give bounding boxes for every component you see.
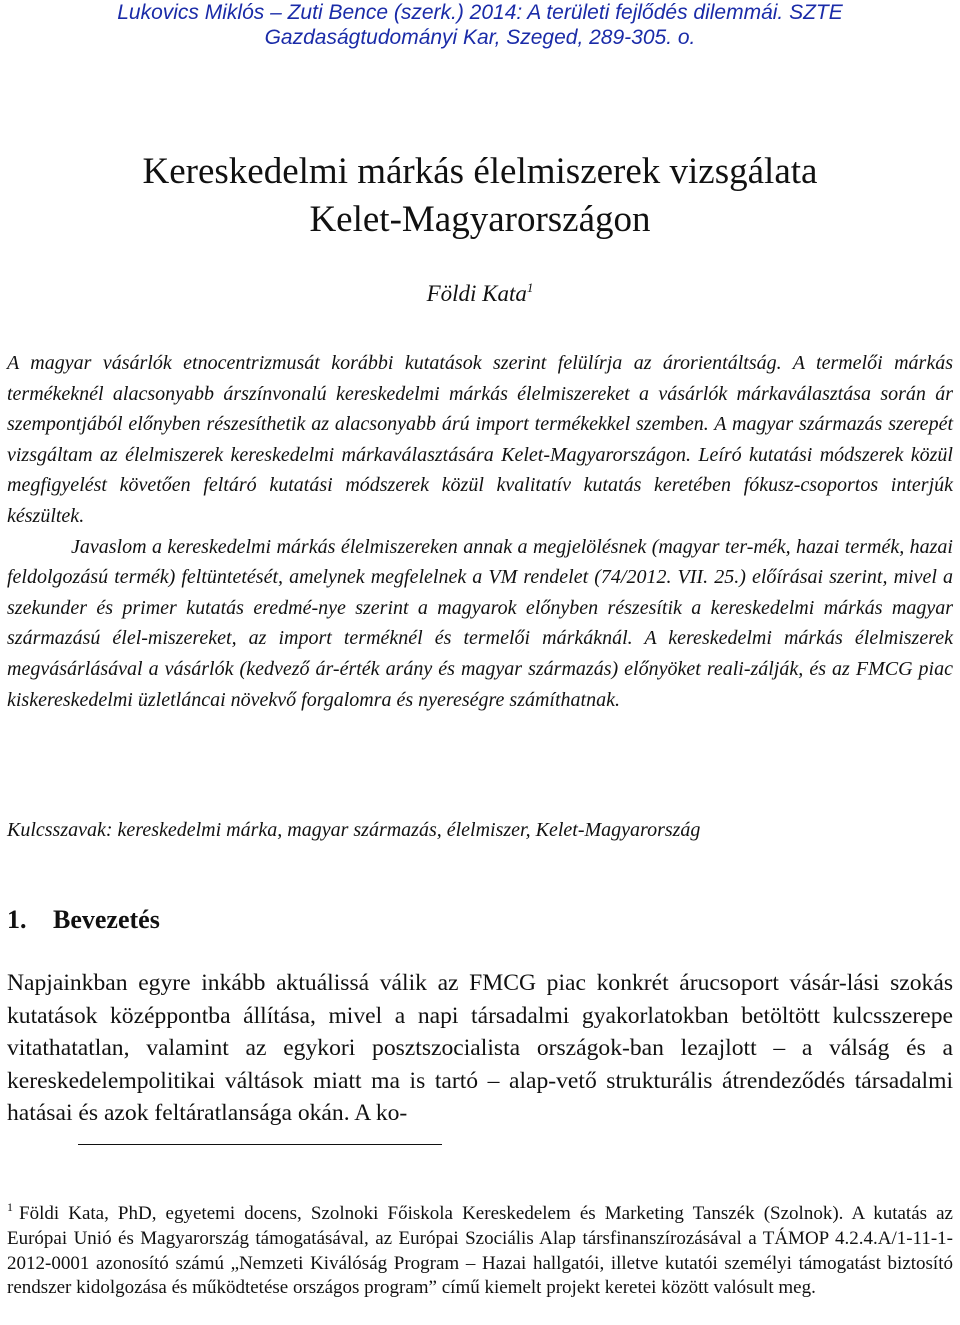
section-number: 1. [7,905,27,934]
keywords: Kulcsszavak: kereskedelmi márka, magyar származás, élelmiszer, Kelet-Magyarország [7,819,701,841]
footnote [7,1195,953,1301]
citation-line-2: Gazdaságtudományi Kar, Szeged, 289-305. o. [264,26,696,49]
footnote-text: Földi Kata, PhD, egyetemi docens, Szolnoki Főiskola Kereskedelem és Marketing Tanszék (Szolnok). A kutatás az Európai Unió és Magyarország támogatásával, az Európai Szociális Alap társfinanszírozásával a TÁMOP 4.2.4.A/1-11-1-2012-0001 azonosító számú „Nemzeti Kiválóság Program – Hazai hallgatói, illetve kutatói személyi támogatást biztosító rendszer kidolgozása és működtetése országos program” című kiemelt projekt keretei között valósult meg. [7,1203,953,1299]
abstract-paragraph-1: A magyar vásárlók etnocentrizmusát korábbi kutatások szerint felülírja az árorientáltság. A termelői márkás termékeknél alacsonyabb árszínvonalú kereskedelmi márkás élelmiszereket a vásárlók márkaválasztása során ár szempontjából előnyben részesíthetik az alacsonyabb árú import termékekkel szemben. A magyar származás szerepét vizsgáltam az élelmiszerek kereskedelmi márkaválasztására Kelet-Magyarországon. Leíró kutatási módszerek közül megfigyelést követően feltáró kutatási módszerek közül kvalitatív kutatás keretében fókusz-csoportos interjúk készültek. [7,352,953,527]
paper-title-line-2: Kelet-Magyarországon [309,199,651,240]
footnote-separator [78,1144,442,1145]
section-heading [7,903,160,937]
paper-title-line-1: Kereskedelmi márkás élelmiszerek vizsgálata [142,151,818,192]
paper-title [0,148,960,244]
body-paragraph-1: Napjainkban egyre inkább aktuálissá válik az FMCG piac konkrét árucsoport vásár-lási szokás kutatások középpontba állítása, mivel a napi társadalmi gyakorlatokban betöltött kulcsszerepe vitathatatlan, valamint az egykori posztszocialista országok-ban lezajlott – a válság és a kereskedelempolitikai váltások miatt ma is tartó – alap-vető strukturális átrendeződés társadalmi hatásai és azok feltáratlansága okán. A ko- [7,970,953,1127]
abstract [7,348,953,715]
abstract-paragraph-2: Javaslom a kereskedelmi márkás élelmiszereken annak a megjelölésnek (magyar ter-mék, hazai termék, hazai feldolgozású termék) feltüntetését, amelynek megfelelnek a VM rendelet (74/2012. VII. 25.) előírásai szerint, mivel a szekunder és primer kutatás eredmé-nye szerint a magyarok előnyben részesítik a kereskedelmi márkás magyar származású élel-miszereket, az import terméknél és termelői márkáknál. A kereskedelmi márkás élelmiszerek megvásárlásával a vásárlók (kedvező ár-érték arány és magyar származás) előnyöket reali-zálják, és az FMCG piac kiskereskedelmi üzletláncai növekvő forgalomra és nyereségre számíthatnak. [7,535,953,711]
section-title: Bevezetés [53,905,160,934]
author-name: Földi Kata [426,281,527,306]
citation-header [0,0,960,50]
citation-line-1: Lukovics Miklós – Zuti Bence (szerk.) 2014: A területi fejlődés dilemmái. SZTE [117,1,843,24]
author-footnote-mark: 1 [526,280,534,295]
author-line [0,273,960,309]
footnote-mark: 1 [7,1200,13,1214]
